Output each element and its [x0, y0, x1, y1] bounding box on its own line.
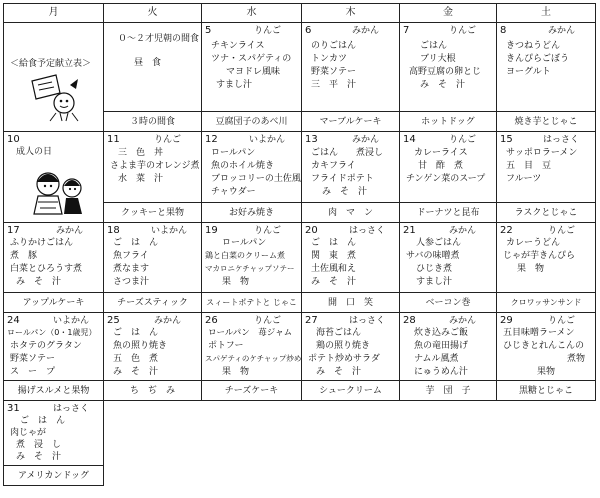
menu-line: トンカツ	[311, 54, 348, 64]
menu-line: 人参ごはん	[416, 238, 462, 248]
menu-line: サッポロラーメン	[506, 148, 578, 158]
snack-item: チーズケーキ	[202, 381, 302, 401]
snack-item: クロワッサンサンド	[497, 293, 596, 313]
week-row	[4, 313, 596, 381]
day-number: 20	[305, 225, 318, 236]
menu-line: ツナ・スパゲティの	[211, 54, 292, 64]
menu-line: カレーうどん	[506, 238, 561, 248]
day-cell-note	[104, 23, 202, 112]
intro-cell	[4, 23, 104, 132]
menu-line: のりごはん	[311, 41, 357, 51]
holiday-illustration-icon	[26, 162, 88, 216]
snack-item: 豆腐団子のあべ川	[202, 112, 302, 132]
snack-item: 開 口 笑	[302, 293, 400, 313]
snack-item: スィートポテトと じゃこ	[202, 293, 302, 313]
menu-table	[3, 3, 596, 486]
menu-line: ポトフー	[208, 341, 244, 351]
week-row	[4, 23, 596, 112]
snack-item: アップルケーキ	[4, 293, 104, 313]
menu-line: 魚のホイル焼き	[211, 161, 275, 171]
menu-line: ロールパン 苺ジャム	[208, 328, 293, 338]
menu-line: 海苔ごはん	[316, 328, 362, 338]
menu-line: ふりかけごはん	[10, 238, 74, 248]
day-cell	[302, 313, 400, 381]
snack-row	[4, 466, 596, 486]
day-number: 27	[305, 315, 318, 326]
menu-line: 白菜とひろうす煮	[10, 264, 83, 274]
day-cell	[104, 223, 202, 293]
snack-item: クッキーと果物	[104, 203, 202, 223]
menu-line: み そ 汁	[16, 277, 62, 287]
day-cell	[400, 313, 497, 381]
day-number: 6	[305, 25, 312, 36]
day-number: 29	[500, 315, 513, 326]
day-cell	[497, 223, 596, 293]
day-fruit: りんご	[253, 26, 281, 36]
week-row	[4, 223, 596, 293]
day-cell	[400, 132, 497, 203]
menu-line: にゅうめん汁	[414, 367, 468, 377]
menu-line: ス ー プ	[10, 367, 56, 377]
lunch-label: 昼 食	[134, 58, 162, 68]
menu-line: ナムル風煮	[414, 354, 459, 364]
menu-line: 土佐風和え	[311, 264, 357, 274]
day-fruit: りんご	[253, 226, 281, 236]
day-fruit: いよかん	[248, 135, 285, 145]
day-fruit: はっさく	[348, 226, 385, 236]
snack-item: アメリカンドッグ	[4, 466, 104, 486]
menu-line: 五目味噌ラーメン	[503, 328, 575, 338]
day-cell	[202, 132, 302, 203]
day-number: 14	[403, 134, 416, 145]
snack-item: 黒糖とじゃこ	[497, 381, 596, 401]
weekday-tue: 火	[104, 4, 202, 23]
menu-line: きんぴらごぼう	[506, 54, 570, 64]
menu-line: じゃが芋きんぴら	[503, 251, 576, 261]
day-number: 10	[7, 134, 20, 145]
day-fruit: みかん	[547, 26, 575, 36]
day-number: 21	[403, 225, 416, 236]
menu-line: ごはん 煮浸し	[311, 148, 384, 158]
menu-line: 魚の竜田揚げ	[414, 341, 469, 351]
week-row	[4, 401, 596, 466]
weekday-fri: 金	[400, 4, 497, 23]
menu-line: さよま芋のオレンジ煮	[110, 161, 200, 171]
menu-line: 煮なます	[113, 264, 150, 274]
snack-item: 肉 マ ン	[302, 203, 400, 223]
weekday-header-row	[4, 4, 596, 23]
menu-line: ホタテのグラタン	[10, 341, 82, 351]
menu-line: 甘 酢 煮	[418, 161, 464, 171]
snack-item: お好み焼き	[202, 203, 302, 223]
snack-item: シュークリーム	[302, 381, 400, 401]
menu-line: ごはん	[420, 41, 448, 51]
day-number: 31	[7, 403, 20, 414]
menu-line: ご は ん	[20, 416, 66, 426]
menu-line: 魚フライ	[113, 251, 149, 261]
menu-line: ロールパン	[222, 238, 267, 248]
day-number: 25	[107, 315, 120, 326]
day-fruit: みかん	[448, 226, 476, 236]
day-fruit: みかん	[448, 316, 476, 326]
menu-line: 煮 豚	[10, 251, 38, 261]
menu-line: チキンライス	[211, 41, 265, 51]
day-cell	[4, 223, 104, 293]
menu-line: み そ 汁	[113, 367, 159, 377]
menu-line: 果 物	[222, 277, 250, 287]
weekday-mon: 月	[4, 4, 104, 23]
weekday-wed: 水	[202, 4, 302, 23]
day-fruit: いよかん	[150, 226, 187, 236]
menu-line: 肉じゃが	[10, 428, 47, 438]
menu-line: カキフライ	[311, 161, 356, 171]
day-cell	[104, 313, 202, 381]
day-number: 13	[305, 134, 318, 145]
day-fruit: みかん	[351, 26, 379, 36]
day-cell	[202, 223, 302, 293]
menu-title: ＜給食予定献立表＞	[10, 59, 92, 69]
day-cell-holiday	[4, 132, 104, 223]
snack-item: 揚げスルメと果物	[4, 381, 104, 401]
snack-item: 芋 団 子	[400, 381, 497, 401]
menu-line: 煮物	[567, 354, 586, 364]
day-cell	[302, 223, 400, 293]
menu-line: チャウダー	[211, 187, 256, 197]
menu-line: ポテト炒めサラダ	[308, 354, 380, 364]
day-fruit: りんご	[153, 135, 181, 145]
menu-line: カレーライス	[414, 148, 468, 158]
day-cell	[497, 23, 596, 112]
day-cell	[497, 313, 596, 381]
menu-line: 魚の照り焼き	[113, 341, 168, 351]
weekday-sat: 土	[497, 4, 596, 23]
weekday-thu: 木	[302, 4, 400, 23]
menu-line: ロールパン	[211, 148, 256, 158]
menu-line: 五 色 煮	[113, 354, 159, 364]
day-fruit: りんご	[448, 135, 476, 145]
day-fruit: みかん	[55, 226, 83, 236]
day-cell	[400, 23, 497, 112]
day-number: 7	[403, 25, 410, 36]
day-number: 26	[205, 315, 218, 326]
snack-item: ホットドッグ	[400, 112, 497, 132]
day-fruit: みかん	[351, 135, 379, 145]
menu-line: 野菜ソテー	[311, 67, 357, 77]
menu-line: み そ 汁	[311, 277, 357, 287]
menu-line: 三 平 汁	[311, 80, 357, 90]
day-cell	[202, 313, 302, 381]
snack-item: ち ぢ み	[104, 381, 202, 401]
day-number: 12	[205, 134, 218, 145]
menu-line: きつねうどん	[506, 41, 561, 51]
menu-line: 五 目 豆	[506, 161, 552, 171]
day-number: 5	[205, 25, 212, 36]
menu-line: 鶏の照り焼き	[316, 341, 371, 351]
snack-item: 焼き芋とじゃこ	[497, 112, 596, 132]
week-row	[4, 132, 596, 203]
menu-line: 果 物	[517, 264, 545, 274]
day-fruit: いよかん	[52, 316, 89, 326]
day-cell	[497, 132, 596, 203]
snack-item: チーズスティック	[104, 293, 202, 313]
day-number: 11	[107, 134, 120, 145]
day-fruit: りんご	[448, 26, 476, 36]
note-line: ０～２才児朝の間食	[118, 34, 200, 44]
day-number: 24	[7, 315, 20, 326]
menu-line: ご は ん	[113, 238, 159, 248]
menu-line: ブロッコリーの土佐風	[211, 174, 301, 184]
snack-row	[4, 381, 596, 401]
menu-line: 水 菜 汁	[118, 174, 164, 184]
day-cell	[104, 132, 202, 203]
day-number: 22	[500, 225, 513, 236]
menu-line: チンゲン菜のスープ	[406, 174, 486, 184]
day-number: 18	[107, 225, 120, 236]
menu-line: み そ 汁	[322, 187, 368, 197]
menu-line: サバの味噌煮	[406, 251, 460, 261]
menu-line: すまし汁	[216, 80, 253, 90]
day-fruit: りんご	[547, 316, 575, 326]
snack-item: マーブルケーキ	[302, 112, 400, 132]
menu-line: マヨドレ風味	[226, 67, 281, 77]
menu-line: ロールパン（0・1歳児）	[7, 328, 97, 337]
empty-area	[104, 401, 596, 466]
menu-line: 鶏と白菜のクリーム煮	[205, 251, 285, 260]
menu-line: フライドポテト	[311, 174, 374, 184]
menu-line: さつま汁	[113, 277, 150, 287]
menu-line: ブリ大根	[420, 54, 456, 64]
day-fruit: はっさく	[348, 316, 385, 326]
snack-label: ３時の間食	[104, 112, 202, 132]
day-number: 28	[403, 315, 416, 326]
menu-line: すまし汁	[416, 277, 453, 287]
menu-line: み そ 汁	[16, 452, 62, 462]
menu-line: 高野豆腐の卵とじ	[409, 67, 482, 77]
day-fruit: りんご	[253, 316, 281, 326]
day-cell	[4, 313, 104, 381]
empty-area	[104, 466, 596, 486]
day-cell	[302, 23, 400, 112]
menu-line: 果物	[537, 367, 556, 377]
menu-line: 炊き込みご飯	[414, 328, 469, 338]
menu-line: み そ 汁	[316, 367, 362, 377]
snack-item: ドーナツと昆布	[400, 203, 497, 223]
menu-line: ご は ん	[113, 328, 159, 338]
snack-item: ラスクとじゃこ	[497, 203, 596, 223]
day-fruit: はっさく	[542, 135, 579, 145]
menu-line: 果 物	[222, 367, 250, 377]
day-cell	[202, 23, 302, 112]
day-fruit: はっさく	[52, 404, 89, 414]
menu-line: 三 色 丼	[118, 148, 164, 158]
day-cell	[302, 132, 400, 203]
holiday-label: 成人の日	[16, 147, 53, 157]
snack-item: ベーコン巻	[400, 293, 497, 313]
day-fruit: りんご	[547, 226, 575, 236]
mascot-illustration-icon	[26, 73, 86, 123]
menu-line: み そ 汁	[420, 80, 466, 90]
day-cell	[4, 401, 104, 466]
menu-line: マカロニケチャップソテー	[205, 264, 295, 273]
day-number: 15	[500, 134, 513, 145]
menu-line: ひじき煮	[416, 264, 453, 274]
menu-line: 関 東 煮	[311, 251, 357, 261]
day-fruit: みかん	[153, 316, 181, 326]
menu-line: ひじきとれんこんの	[503, 341, 585, 351]
snack-row	[4, 293, 596, 313]
day-number: 19	[205, 225, 218, 236]
menu-line: ご は ん	[311, 238, 357, 248]
menu-line: ヨーグルト	[506, 67, 551, 77]
day-number: 17	[7, 225, 20, 236]
menu-line: スパゲティのケチャップ炒め	[205, 354, 302, 363]
menu-line: フルーツ	[506, 174, 542, 184]
menu-line: 野菜ソテー	[10, 354, 56, 364]
day-number: 8	[500, 25, 507, 36]
day-cell	[400, 223, 497, 293]
menu-line: 煮 浸 し	[16, 440, 62, 450]
